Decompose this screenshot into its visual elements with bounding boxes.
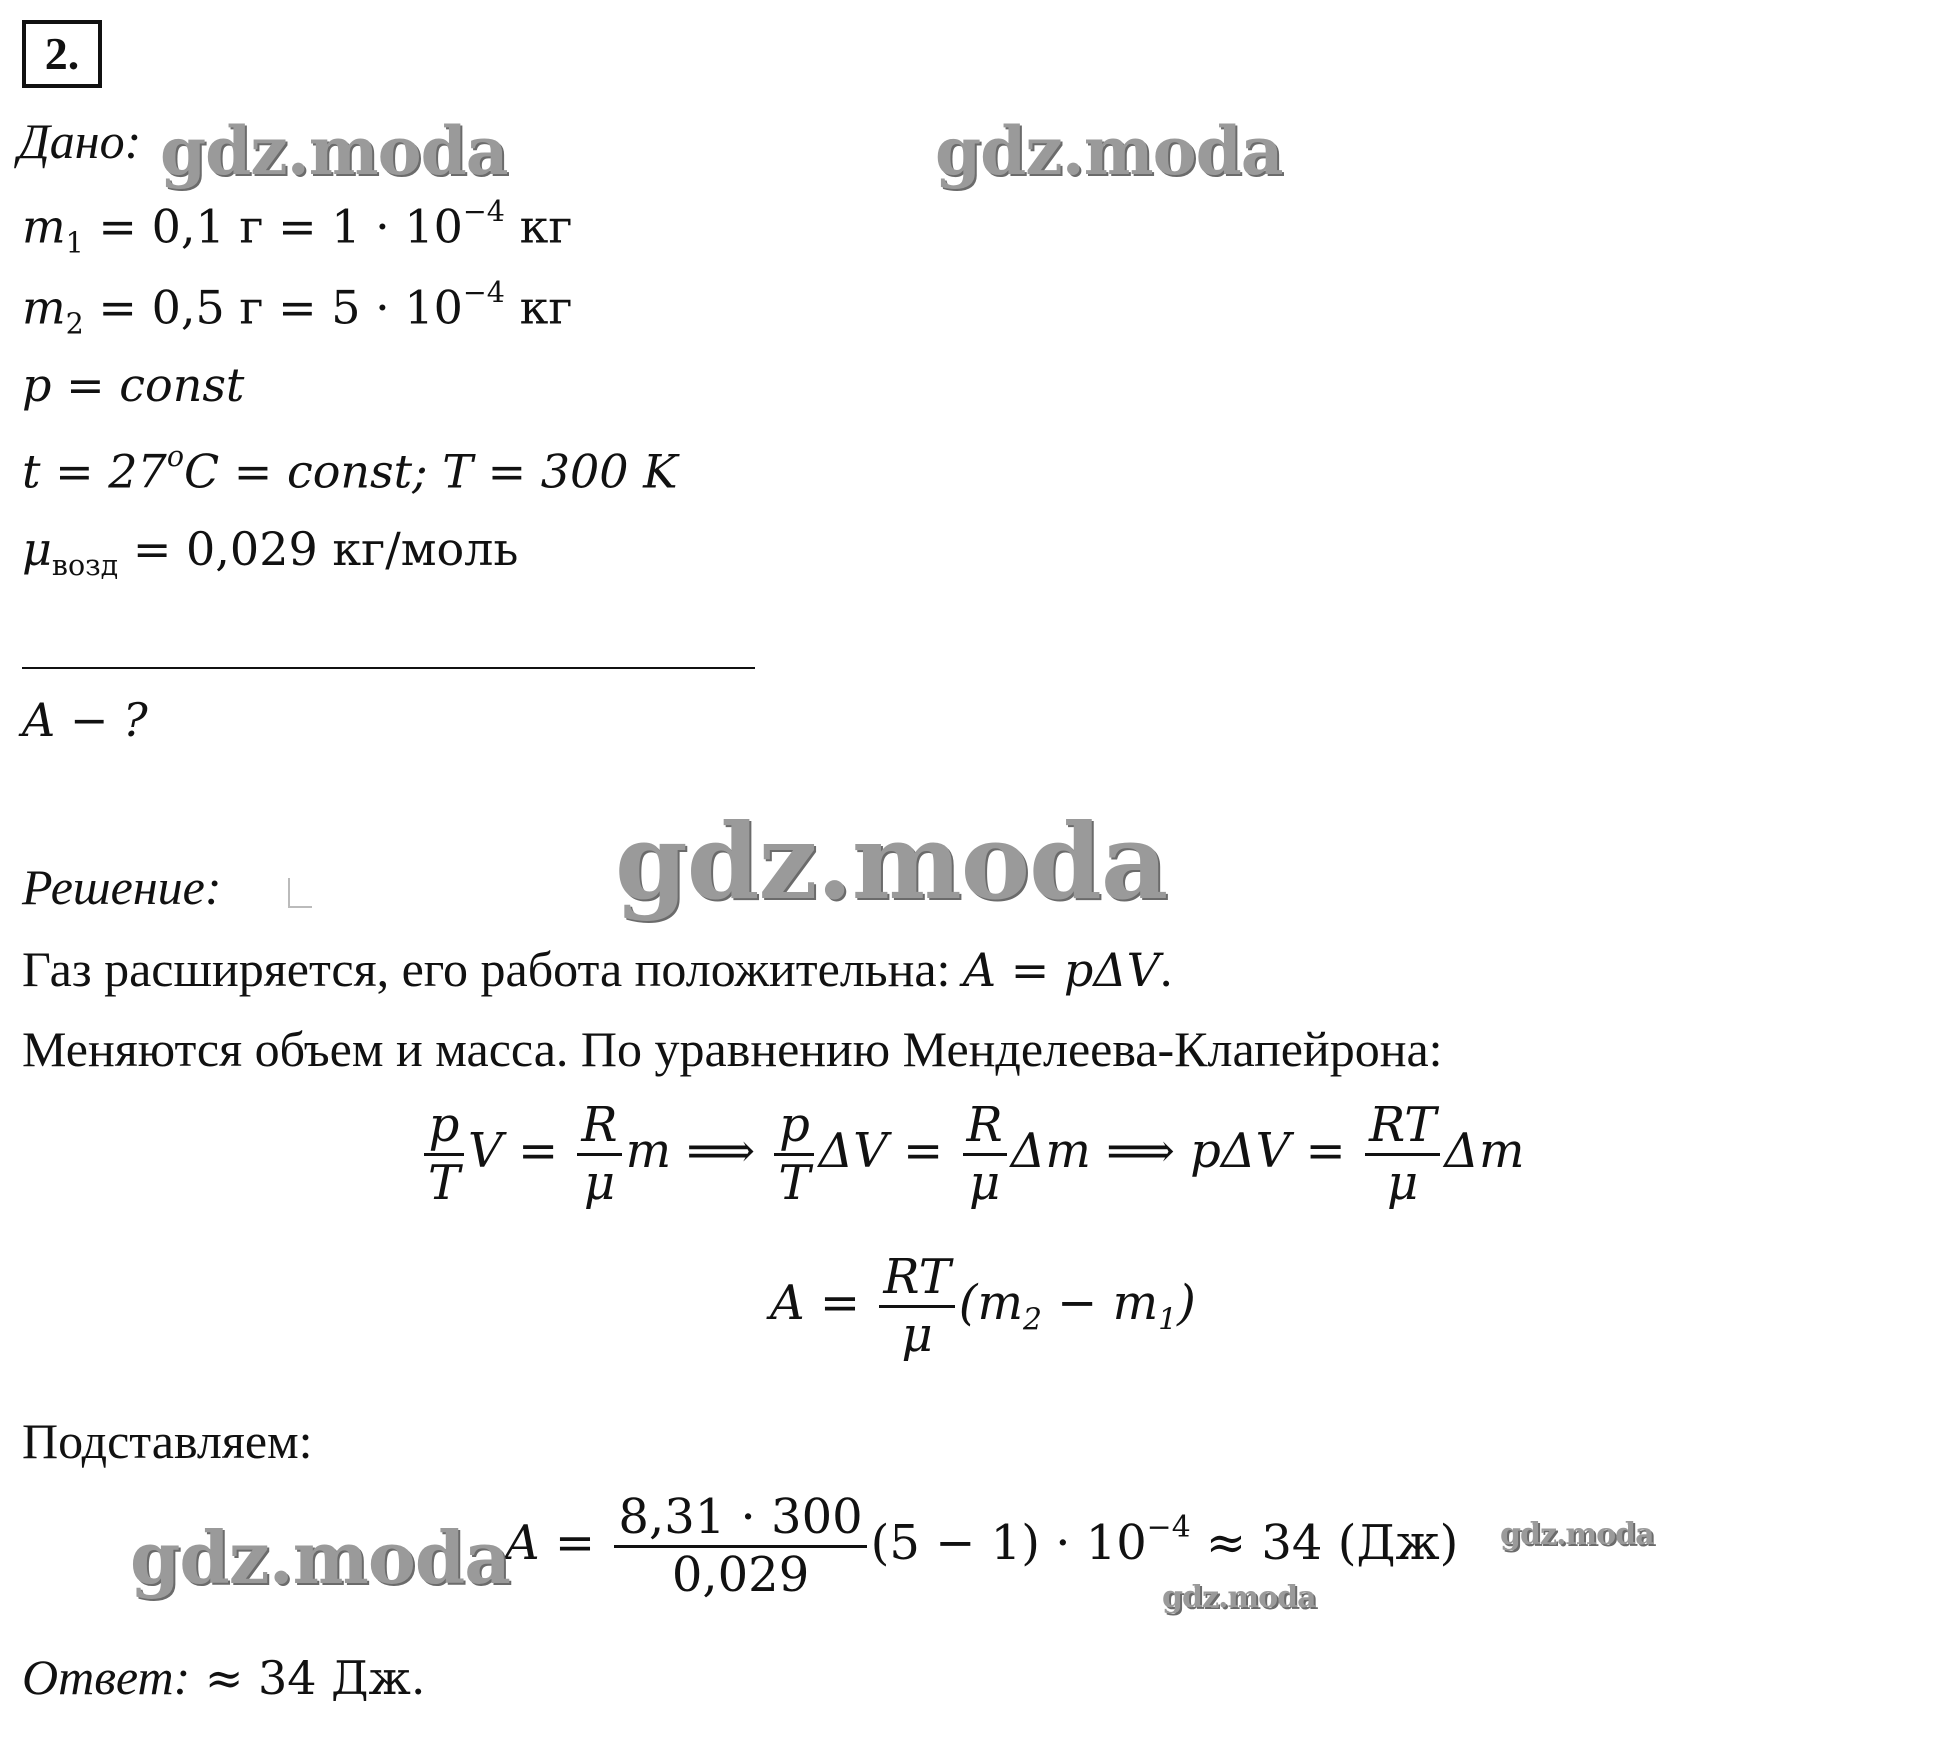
fraction: $\frac{p}{T}$ — [424, 1098, 464, 1211]
solution-line-1: Газ расширяется, его работа положительна: A = pΔV. — [22, 941, 1173, 997]
solution-label: Решение: — [22, 859, 222, 915]
given-m2: $m_2 = 0,5$ $г = 5 \cdot 10^{-4}$ кг — [22, 276, 573, 341]
given-label: Дано: — [18, 113, 142, 169]
paragraph-marker — [288, 878, 312, 908]
fraction: $\frac{RT}{\mu}$ — [879, 1250, 954, 1363]
fraction: $\frac{p}{T}$ — [774, 1098, 814, 1211]
watermark: gdz.moda — [130, 1515, 510, 1600]
fraction: $\frac{R}{\mu}$ — [963, 1098, 1007, 1211]
fraction: $\frac{RT}{\mu}$ — [1365, 1098, 1440, 1211]
given-pressure: p = const — [22, 358, 245, 412]
given-m1: $m_1 = 0,1$ $г = 1 \cdot 10^{-4}$ кг — [22, 195, 573, 260]
substitute-label: Подставляем: — [22, 1413, 313, 1469]
watermark: gdz.moda — [160, 112, 508, 190]
given-temperature: $t = 27^oC$ = const; T = 300 K — [22, 440, 678, 499]
problem-number: 2. — [22, 20, 102, 88]
given-divider — [22, 667, 755, 669]
fraction: $\frac{R}{\mu}$ — [577, 1098, 621, 1211]
watermark: gdz.moda — [1500, 1517, 1654, 1552]
watermark: gdz.moda — [615, 800, 1168, 923]
solution-line-2: Меняются объем и масса. По уравнению Менделеева-Клапейрона: — [22, 1021, 1443, 1077]
answer: Ответ: ≈ 34 Дж. — [22, 1649, 426, 1705]
equation-clapeyron: $\frac{p}{T}$ V = $\frac{R}{\mu}$ m ⟹ $\frac{p}{T}$ ΔV = $\frac{R}{\mu}$ Δm ⟹ pΔV = $\frac{RT}{\mu}$ Δm — [420, 1098, 1524, 1211]
given-molar-mass: $\mu_{возд} = 0,029$ кг/моль — [22, 522, 519, 582]
find-quantity: A − ? — [22, 693, 148, 747]
equation-substitution: A = $\frac{8,31 \cdot 300}{0,029}$ $(5 - 1) \cdot 10^{-4} \approx 34$ (Дж) — [505, 1489, 1459, 1604]
watermark: gdz.moda — [1162, 1580, 1316, 1615]
fraction: $\frac{8,31 \cdot 300}{0,029}$ — [614, 1490, 866, 1603]
equation-work: A = $\frac{RT}{\mu}$ $(m_2 - m_1)$ — [770, 1249, 1196, 1364]
watermark: gdz.moda — [935, 112, 1283, 190]
